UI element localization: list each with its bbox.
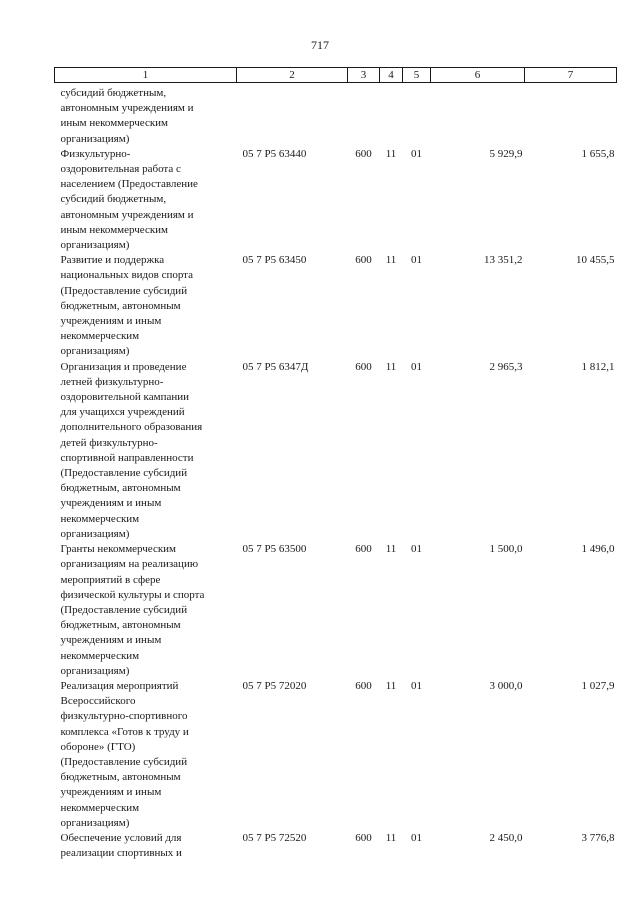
- page-number: 717: [311, 38, 329, 52]
- row-name-line: организациям): [60, 664, 130, 677]
- row-name-line: (Предоставление субсидий: [60, 755, 188, 768]
- row-col5-cell: 01: [411, 679, 422, 692]
- table-row: [55, 542, 617, 679]
- row-col4-cell: 11: [385, 831, 397, 844]
- row-name-line: организациям на реализацию: [60, 558, 199, 571]
- row-col5-cell: 01: [411, 543, 422, 556]
- row-col6-cell: 3 000,0: [489, 679, 523, 692]
- row-col3-cell: 600: [355, 254, 372, 267]
- row-name-line: иным некоммерческим: [60, 223, 169, 236]
- row-name-line: комплекса «Готов к труду и: [60, 725, 189, 738]
- column-header-7: 7: [525, 68, 617, 83]
- row-col7-cell: 10 455,5: [576, 254, 615, 267]
- row-name-line: учреждениям и иным: [60, 634, 162, 647]
- row-name-cell: [55, 679, 237, 831]
- row-col5-cell: 01: [411, 147, 422, 160]
- row-name-line: Реализация мероприятий: [60, 679, 179, 692]
- row-name-line: летней физкультурно-: [60, 375, 164, 388]
- table-row: [55, 360, 617, 542]
- row-col7-cell: [525, 83, 617, 147]
- row-name-line: (Предоставление субсидий: [60, 284, 188, 297]
- row-col4-cell: 11: [385, 543, 397, 556]
- row-name-line: спортивной направленности: [60, 451, 194, 464]
- row-name-line: Обеспечение условий для: [60, 831, 182, 844]
- row-name-line: автономным учреждениям и: [60, 102, 194, 115]
- column-header-6: 6: [431, 68, 525, 83]
- row-name-line: иным некоммерческим: [60, 117, 169, 130]
- row-name-line: Организация и проведение: [60, 360, 187, 373]
- row-name-line: детей физкультурно-: [60, 436, 158, 449]
- row-col7-cell: 1 812,1: [581, 360, 615, 373]
- row-code-cell: 05 7 P5 72520: [242, 831, 307, 844]
- row-name-line: организациям): [60, 345, 130, 358]
- table-row: [55, 147, 617, 253]
- row-name-line: некоммерческим: [60, 512, 140, 525]
- row-name-line: мероприятий в сфере: [60, 573, 161, 586]
- row-col5-cell: 01: [411, 254, 422, 267]
- row-code-cell: 05 7 P5 63500: [242, 543, 307, 556]
- row-col5-cell: [403, 83, 431, 147]
- row-name-line: автономным учреждениям и: [60, 208, 194, 221]
- table-row: [55, 679, 617, 831]
- row-name-line: субсидий бюджетным,: [60, 193, 167, 206]
- row-col3-cell: 600: [355, 679, 372, 692]
- row-name-line: дополнительного образования: [60, 421, 203, 434]
- row-col3-cell: 600: [355, 831, 372, 844]
- row-name-line: некоммерческим: [60, 649, 140, 662]
- column-header-5: 5: [403, 68, 431, 83]
- row-col4-cell: 11: [385, 254, 397, 267]
- row-name-line: некоммерческим: [60, 330, 140, 343]
- row-name-line: организациям): [60, 816, 130, 829]
- row-name-line: населением (Предоставление: [60, 178, 198, 191]
- row-name-line: Всероссийского: [60, 695, 136, 708]
- budget-table: [54, 67, 617, 861]
- row-name-cell: [55, 831, 237, 861]
- row-name-line: национальных видов спорта: [60, 269, 194, 282]
- column-header-3: 3: [348, 68, 380, 83]
- row-name-line: субсидий бюджетным,: [60, 87, 167, 99]
- row-name-line: некоммерческим: [60, 801, 140, 814]
- column-header-2: 2: [237, 68, 348, 83]
- row-name-line: бюджетным, автономным: [60, 299, 181, 312]
- row-name-cell: [55, 83, 237, 147]
- row-name-line: (Предоставление субсидий: [60, 467, 188, 480]
- row-name-line: оздоровительная работа с: [60, 163, 181, 176]
- row-code-cell: 05 7 P5 72020: [242, 679, 307, 692]
- row-code-cell: 05 7 P5 63440: [242, 147, 307, 160]
- row-col6-cell: 13 351,2: [484, 254, 523, 267]
- row-col7-cell: 1 027,9: [581, 679, 615, 692]
- row-col4-cell: 11: [385, 360, 397, 373]
- row-name-line: бюджетным, автономным: [60, 771, 181, 784]
- row-name-line: учреждениям и иным: [60, 786, 162, 799]
- row-col7-cell: 1 496,0: [581, 543, 615, 556]
- row-col7-cell: 1 655,8: [581, 147, 615, 160]
- row-name-line: учреждениям и иным: [60, 315, 162, 328]
- table-row: [55, 83, 617, 147]
- row-name-line: Физкультурно-: [60, 147, 131, 160]
- row-name-cell: [55, 360, 237, 542]
- row-name-line: организациям): [60, 527, 130, 540]
- row-col3-cell: [348, 83, 380, 147]
- column-header-1: 1: [55, 68, 237, 83]
- row-code-cell: 05 7 P5 63450: [242, 254, 307, 267]
- row-col4-cell: [380, 83, 403, 147]
- row-name-line: обороне» (ГТО): [60, 740, 136, 753]
- row-col4-cell: 11: [385, 147, 397, 160]
- column-header-4: 4: [380, 68, 403, 83]
- row-col4-cell: 11: [385, 679, 397, 692]
- row-name-line: организациям): [60, 132, 130, 145]
- table-row: [55, 831, 617, 861]
- row-col3-cell: 600: [355, 147, 372, 160]
- row-col5-cell: 01: [411, 831, 422, 844]
- row-col6-cell: [431, 83, 525, 147]
- row-col6-cell: 5 929,9: [489, 147, 523, 160]
- row-col6-cell: 1 500,0: [489, 543, 523, 556]
- row-col6-cell: 2 965,3: [489, 360, 523, 373]
- row-name-line: физической культуры и спорта: [60, 588, 205, 601]
- table-header-row: [55, 68, 617, 83]
- row-name-cell: [55, 542, 237, 679]
- row-code-cell: 05 7 P5 6347Д: [242, 360, 309, 373]
- row-col5-cell: 01: [411, 360, 422, 373]
- row-name-cell: [55, 253, 237, 359]
- row-name-line: Гранты некоммерческим: [60, 543, 177, 556]
- row-name-cell: [55, 147, 237, 253]
- row-name-line: (Предоставление субсидий: [60, 603, 188, 616]
- table-body: [55, 83, 617, 862]
- row-name-line: учреждениям и иным: [60, 497, 162, 510]
- row-name-line: организациям): [60, 239, 130, 252]
- row-name-line: бюджетным, автономным: [60, 619, 181, 632]
- row-code-cell: [237, 83, 348, 147]
- row-name-line: оздоровительной кампании: [60, 391, 189, 404]
- row-col3-cell: 600: [355, 543, 372, 556]
- row-name-line: для учащихся учреждений: [60, 406, 185, 419]
- row-col6-cell: 2 450,0: [489, 831, 523, 844]
- row-name-line: бюджетным, автономным: [60, 482, 181, 495]
- row-col7-cell: 3 776,8: [581, 831, 615, 844]
- row-col3-cell: 600: [355, 360, 372, 373]
- row-name-line: Развитие и поддержка: [60, 254, 165, 267]
- row-name-line: реализации спортивных и: [60, 847, 182, 860]
- table-row: [55, 253, 617, 359]
- row-name-line: физкультурно-спортивного: [60, 710, 188, 723]
